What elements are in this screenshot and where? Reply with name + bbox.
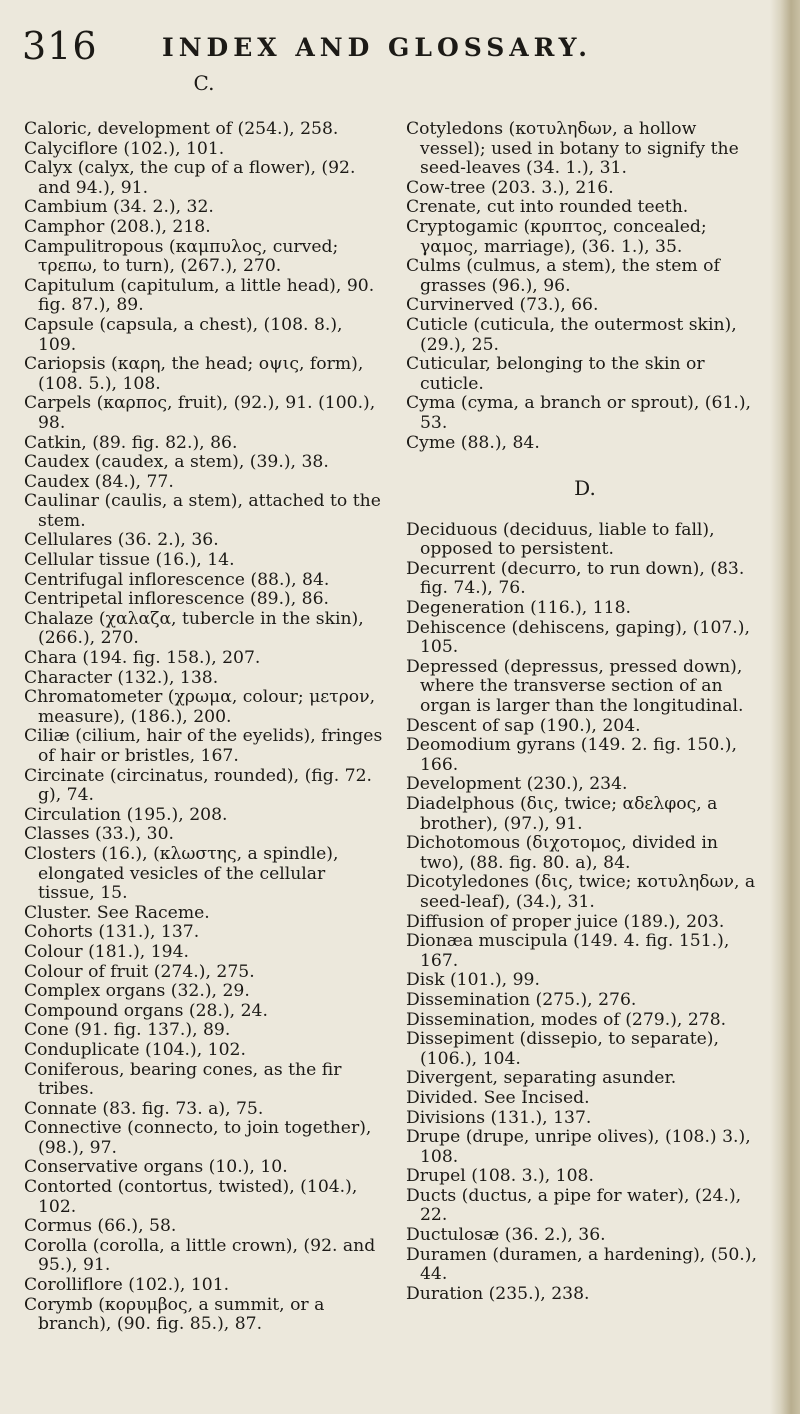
index-entry: Colour (181.), 194. [24,941,189,962]
index-entry: Dissepiment (dissepio, to separate), (106.), 104. [406,1029,719,1069]
index-entry: Character (132.), 138. [24,667,219,688]
index-entry: Cuticular, belonging to the skin or cuticle. [406,354,705,394]
index-entry: Dissemination (275.), 276. [406,989,637,1010]
index-entry: Disk (101.), 99. [406,970,540,991]
index-entry: Classes (33.), 30. [24,824,174,845]
index-entry: Cuticle (cuticula, the outermost skin), (29.), 25. [406,314,737,355]
index-entry: Caudex (84.), 77. [24,471,174,492]
index-entry: Deomodium gyrans (149. 2. fig. 150.), 166. [406,735,737,775]
index-entry: Circinate (circinatus, rounded), (fig. 72. g), 74. [24,765,372,806]
index-entry: Cluster. See Raceme. [24,902,210,923]
index-entry: Calyx (calyx, the cup of a flower), (92. and 94.), 91. [24,158,356,198]
index-entry: Cyme (88.), 84. [406,432,540,453]
right-entries-d [406,521,764,1305]
index-entry: Cow-tree (203. 3.), 216. [406,177,614,198]
index-entry: Corolla (corolla, a little crown), (92. and 95.), 91. [24,1235,376,1276]
index-entry: Decurrent (decurro, to run down), (83. fig. 74.), 76. [406,558,745,599]
page-number: 316 [22,24,98,68]
index-entry: Divided. See Incised. [406,1087,590,1108]
page-title: INDEX AND GLOSSARY. [162,33,593,62]
index-entry: Caloric, development of (254.), 258. [24,119,339,139]
index-entry: Chromatometer (χρωμα, colour; μετρον, measure), (186.), 200. [24,687,376,727]
index-entry: Dicotyledones (δις, twice; κοτυληδων, a seed-leaf), (34.), 31. [406,872,756,912]
index-entry: Ductulosæ (36. 2.), 36. [406,1225,606,1246]
index-entry: Deciduous (deciduus, liable to fall), opposed to persistent. [406,519,715,560]
index-entry: Complex organs (32.), 29. [24,981,250,1002]
left-entries [24,120,384,1335]
index-entry: Cotyledons (κοτυληδων, a hollow vessel); used in botany to signify the seed-leaves (34. 1.), 31. [406,119,739,179]
index-entry: Calyciflore (102.), 101. [24,138,225,159]
index-entry: Duration (235.), 238. [406,1283,590,1304]
index-entry: Diffusion of proper juice (189.), 203. [406,911,725,932]
index-entry: Corymb (κορυμβος, a summit, or a branch), (90. fig. 85.), 87. [24,1294,325,1335]
index-entry: Culms (culmus, a stem), the stem of grasses (96.), 96. [406,256,720,296]
index-entry: Chara (194. fig. 158.), 207. [24,648,261,669]
index-entry: Corolliflore (102.), 101. [24,1275,230,1296]
index-entry: Ciliæ (cilium, hair of the eyelids), fringes of hair or bristles, 167. [24,726,383,766]
index-entry: Coniferous, bearing cones, as the fir tribes. [24,1059,342,1100]
index-entry: Development (230.), 234. [406,774,628,795]
index-entry: Conservative organs (10.), 10. [24,1157,288,1178]
section-letter-c: C. [193,71,215,95]
index-entry: Capsule (capsula, a chest), (108. 8.), 109. [24,314,343,355]
index-entry: Connective (connecto, to join together), (98.), 97. [24,1118,372,1158]
index-entry: Cambium (34. 2.), 32. [24,197,214,218]
index-entry: Dichotomous (διχοτομος, divided in two), (88. fig. 80. a), 84. [406,833,718,873]
index-entry: Divergent, separating asunder. [406,1068,677,1089]
index-entry: Conduplicate (104.), 102. [24,1039,246,1060]
index-entry: Caudex (caudex, a stem), (39.), 38. [24,452,329,473]
section-letter-d: D. [574,476,596,501]
index-entry: Divisions (131.), 137. [406,1107,592,1128]
right-column [406,120,764,1304]
index-entry: Carpels (καρπος, fruit), (92.), 91. (100.), 98. [24,393,376,433]
page-edge [770,0,800,1414]
left-column [24,71,384,1335]
index-entry: Cellular tissue (16.), 14. [24,550,235,571]
right-entries-c [406,120,764,453]
index-entry: Circulation (195.), 208. [24,804,228,825]
index-entry: Cohorts (131.), 137. [24,922,200,943]
index-entry: Contorted (contortus, twisted), (104.), 102. [24,1177,358,1217]
index-entry: Diadelphous (δις, twice; αδελφος, a brother), (97.), 91. [406,794,718,834]
index-entry: Chalaze (χαλαζα, tubercle in the skin), (266.), 270. [24,608,364,649]
index-entry: Caulinar (caulis, a stem), attached to the stem. [24,491,381,531]
index-entry: Camphor (208.), 218. [24,216,211,237]
index-entry: Drupel (108. 3.), 108. [406,1166,594,1187]
index-entry: Drupe (drupe, unripe olives), (108.) 3.), 108. [406,1127,751,1167]
index-entry: Duramen (duramen, a hardening), (50.), 44. [406,1244,757,1285]
index-entry: Ducts (ductus, a pipe for water), (24.), 22. [406,1185,742,1226]
index-entry: Centripetal inflorescence (89.), 86. [24,589,330,610]
index-entry: Depressed (depressus, pressed down), where the transverse section of an organ is larger than the longitudinal. [406,656,744,717]
index-entry: Compound organs (28.), 24. [24,1000,268,1021]
index-entry: Crenate, cut into rounded teeth. [406,197,689,218]
index-entry: Colour of fruit (274.), 275. [24,961,255,982]
index-entry: Cariopsis (καρη, the head; οψις, form), (108. 5.), 108. [24,354,364,394]
index-entry: Descent of sap (190.), 204. [406,715,641,736]
index-entry: Connate (83. fig. 73. a), 75. [24,1098,264,1119]
index-entry: Cryptogamic (κρυπτος, concealed; γαμος, marriage), (36. 1.), 35. [406,216,707,257]
page-header [22,24,762,68]
index-entry: Cyma (cyma, a branch or sprout), (61.), 53. [406,393,752,433]
index-entry: Curvinerved (73.), 66. [406,295,599,316]
index-entry: Centrifugal inflorescence (88.), 84. [24,569,330,590]
index-entry: Degeneration (116.), 118. [406,598,631,619]
index-entry: Cone (91. fig. 137.), 89. [24,1020,231,1041]
index-entry: Dionæa muscipula (149. 4. fig. 151.), 167. [406,931,730,971]
index-entry: Dissemination, modes of (279.), 278. [406,1009,727,1030]
index-entry: Cellulares (36. 2.), 36. [24,530,219,551]
index-entry: Closters (16.), (κλωστης, a spindle), elongated vesicles of the cellular tissue, 15. [24,843,339,904]
index-entry: Campulitropous (καμπυλος, curved; τρεπω, to turn), (267.), 270. [24,236,339,277]
index-entry: Catkin, (89. fig. 82.), 86. [24,432,238,453]
index-entry: Dehiscence (dehiscens, gaping), (107.), 105. [406,617,750,658]
index-entry: Cormus (66.), 58. [24,1216,177,1237]
index-entry: Capitulum (capitulum, a little head), 90. fig. 87.), 89. [24,275,375,316]
